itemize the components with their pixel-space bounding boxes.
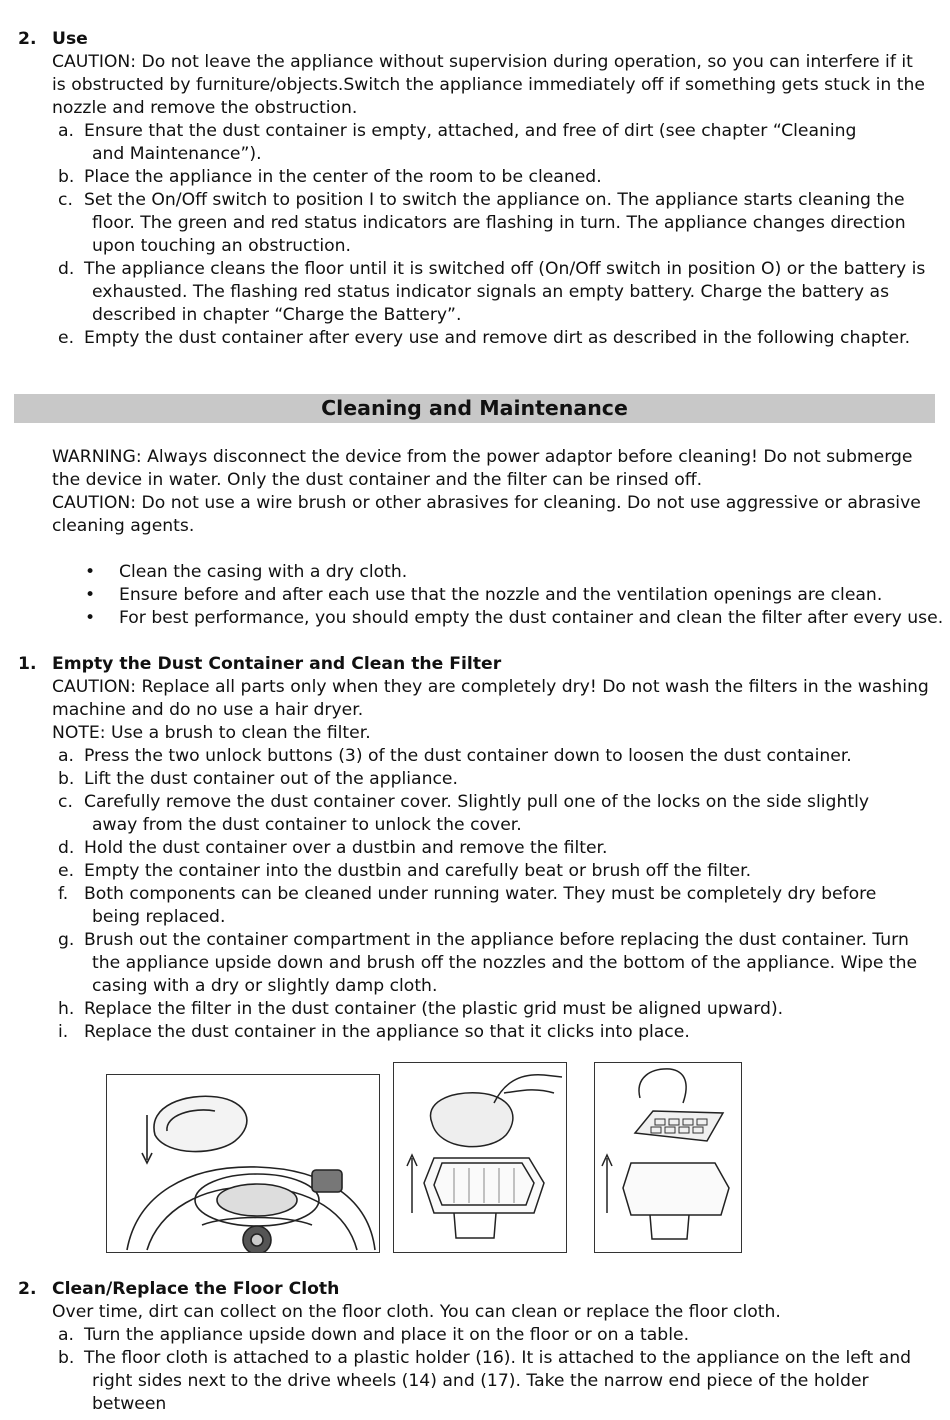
section-title: Cleaning and Maintenance — [321, 396, 628, 420]
use-caution: CAUTION: Do not leave the appliance without supervision during operation, so you can interfere if it is obstructed by furniture/objects.Switch the appliance immediately off if something gets stuck in the nozzle and remove the obstruction. — [52, 52, 925, 118]
step-text: Set the On/Off switch to position I to switch the appliance on. The appliance starts cleaning the floor. The green and red status indicators are flashing in turn. The appliance changes direction upon touching an obstruction. — [84, 190, 906, 256]
use-heading: Use — [52, 29, 88, 49]
step-text: Empty the container into the dustbin and carefully beat or brush off the filter. — [84, 861, 752, 881]
step-label: d. — [58, 838, 75, 858]
step-label: c. — [58, 190, 73, 210]
step-label: h. — [58, 999, 75, 1019]
list-item — [85, 561, 935, 584]
step-label: b. — [58, 769, 75, 789]
step-label: i. — [58, 1022, 69, 1042]
step-text: Hold the dust container over a dustbin and remove the filter. — [84, 838, 608, 858]
caution-text: CAUTION: Do not use a wire brush or other abrasives for cleaning. Do not use aggressive or abrasive cleaning agents. — [52, 493, 921, 536]
bullet-text: Ensure before and after each use that the nozzle and the ventilation openings are clean. — [119, 585, 883, 605]
step-text: Place the appliance in the center of the room to be cleaned. — [84, 167, 602, 187]
step-text: Turn the appliance upside down and place it on the floor or on a table. — [84, 1325, 690, 1345]
cloth-intro: Over time, dirt can collect on the floor cloth. You can clean or replace the floor cloth. — [52, 1302, 781, 1322]
cloth-number: 2. — [18, 1279, 37, 1299]
section-title-bar — [14, 394, 935, 423]
bullet-text: Clean the casing with a dry cloth. — [119, 562, 408, 582]
empty-note: NOTE: Use a brush to clean the filter. — [52, 723, 371, 743]
step-label: e. — [58, 328, 75, 348]
bullet-list — [85, 561, 944, 630]
filter-grid-illustration — [594, 1062, 742, 1253]
step-label: b. — [58, 167, 75, 187]
step-label: f. — [58, 884, 69, 904]
step-label: b. — [58, 1348, 75, 1368]
step-text: Brush out the container compartment in the appliance before replacing the dust container. Turn the appliance upside down and brush off the nozzles and the bottom of the appliance. Wipe the casing with a dry or slightly damp cloth. — [84, 930, 918, 996]
step-text: Press the two unlock buttons (3) of the dust container down to loosen the dust container. — [84, 746, 852, 766]
step-label: d. — [58, 259, 75, 279]
step-text: Empty the dust container after every use and remove dirt as described in the following chapter. — [84, 328, 911, 348]
step-text: Ensure that the dust container is empty, attached, and free of dirt (see chapter “Cleaning and Maintenance”). — [84, 121, 857, 164]
step-label: e. — [58, 861, 75, 881]
use-number: 2. — [18, 29, 37, 49]
step-label: a. — [58, 1325, 74, 1345]
step-label: a. — [58, 121, 74, 141]
cloth-heading: Clean/Replace the Floor Cloth — [52, 1279, 340, 1299]
step-text: Lift the dust container out of the appliance. — [84, 769, 458, 789]
container-cover-removal-illustration — [393, 1062, 567, 1253]
robot-dust-container-illustration — [106, 1074, 380, 1253]
illustrations — [0, 1062, 950, 1257]
bullet-dot: • — [85, 608, 96, 628]
step-label: g. — [58, 930, 75, 950]
bullet-dot: • — [85, 585, 96, 605]
bullet-dot: • — [85, 562, 96, 582]
warning-text: WARNING: Always disconnect the device from the power adaptor before cleaning! Do not submerge the device in water. Only the dust container and the filter can be rinsed off. — [52, 447, 913, 490]
step-text: Carefully remove the dust container cover. Slightly pull one of the locks on the side slightly away from the dust container to unlock the cover. — [84, 792, 870, 835]
list-item — [85, 584, 935, 607]
list-item — [85, 607, 944, 630]
step-label: c. — [58, 792, 73, 812]
step-text: Both components can be cleaned under running water. They must be completely dry before being replaced. — [84, 884, 877, 927]
step-text: The floor cloth is attached to a plastic holder (16). It is attached to the appliance on the left and right sides next to the drive wheels (14) and (17). Take the narrow end piece of the holder between — [84, 1348, 912, 1414]
empty-number: 1. — [18, 654, 37, 674]
step-text: The appliance cleans the floor until it is switched off (On/Off switch in position O) or the battery is exhausted. The flashing red status indicator signals an empty battery. Charge the battery as described in chapter “Charge the Battery”. — [84, 259, 926, 325]
step-text: Replace the dust container in the appliance so that it clicks into place. — [84, 1022, 690, 1042]
step-label: a. — [58, 746, 74, 766]
empty-caution: CAUTION: Replace all parts only when they are completely dry! Do not wash the filters in the washing machine and do no use a hair dryer. — [52, 677, 929, 720]
bullet-text: For best performance, you should empty the dust container and clean the filter after every use. — [119, 608, 944, 628]
empty-heading: Empty the Dust Container and Clean the Filter — [52, 654, 502, 674]
step-text: Replace the filter in the dust container (the plastic grid must be aligned upward). — [84, 999, 784, 1019]
